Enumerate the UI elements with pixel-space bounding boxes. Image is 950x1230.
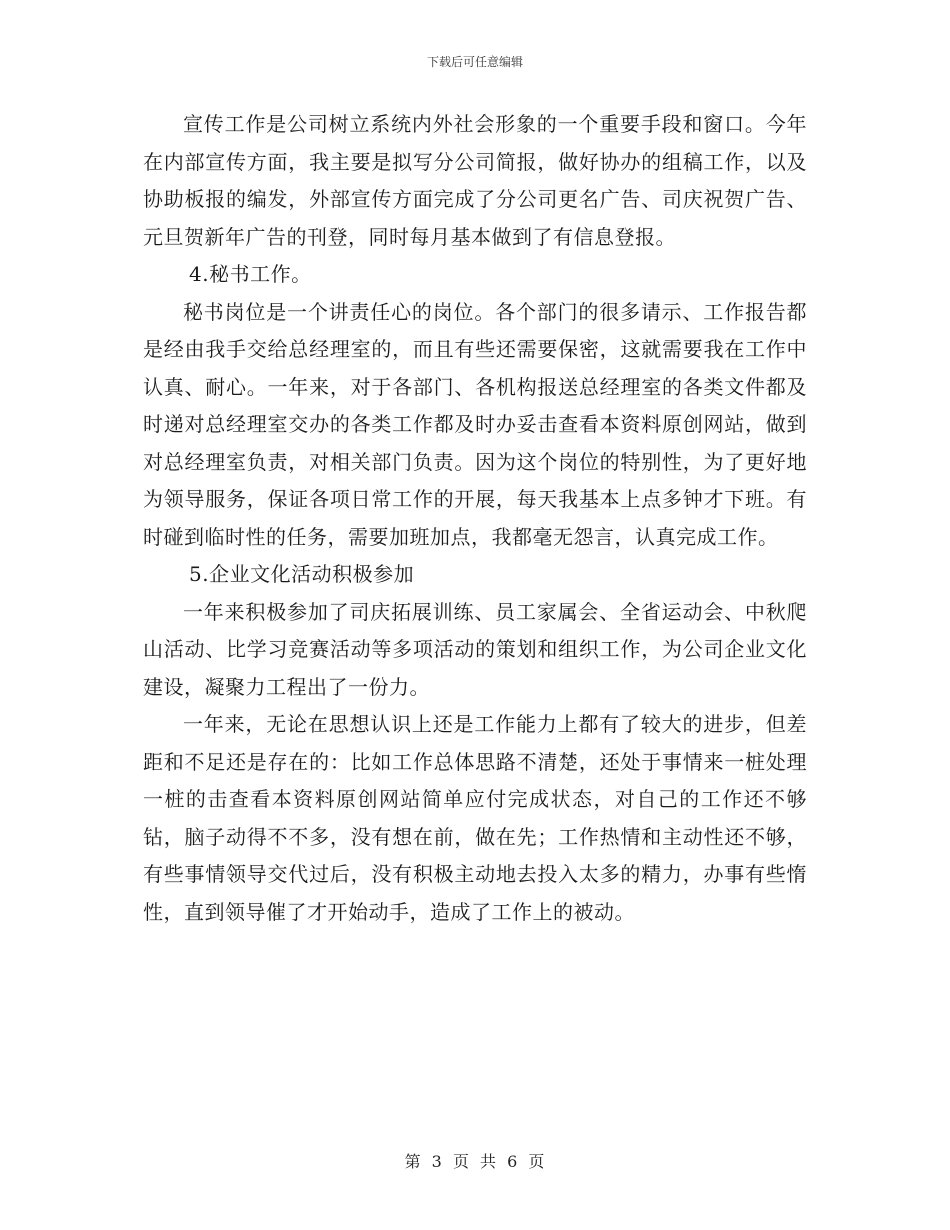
paragraph-summary: 一年来，无论在思想认识上还是工作能力上都有了较大的进步，但差距和不足还是存在的：比如工作总体思路不清楚，还处于事情来一桩处理一桩的击查看本资料原创网站简单应付完成状态，对自己的工作还不够钻，脑子动得不不多，没有想在前，做在先；工作热情和主动性还不够，有些事情领导交代过后，没有积极主动地去投入太多的精力，办事有些惰性，直到领导催了才开始动手，造成了工作上的被动。 — [143, 712, 807, 924]
page-number: 第 3 页 共 6 页 — [404, 1152, 546, 1171]
paragraph-publicity: 宣传工作是公司树立系统内外社会形象的一个重要手段和窗口。今年在内部宣传方面，我主要是拟写分公司简报，做好协办的组稿工作，以及协助板报的编发，外部宣传方面完成了分公司更名广告、司庆祝贺广告、元旦贺新年广告的刊登，同时每月基本做到了有信息登报。 — [143, 112, 807, 249]
section-heading-secretary: 4.秘书工作。 — [189, 262, 312, 286]
paragraph-secretary: 秘书岗位是一个讲责任心的岗位。各个部门的很多请示、工作报告都是经由我手交给总经理室的，而且有些还需要保密，这就需要我在工作中认真、耐心。一年来，对于各部门、各机构报送总经理室的各类文件都及时递对总经理室交办的各类工作都及时办妥击查看本资料原创网站，做到对总经理室负责，对相关部门负责。因为这个岗位的特别性，为了更好地为领导服务，保证各项日常工作的开展，每天我基本上点多钟才下班。有时碰到临时性的任务，需要加班加点，我都毫无怨言，认真完成工作。 — [143, 299, 807, 549]
section-heading-culture: 5.企业文化活动积极参加 — [189, 562, 415, 586]
paragraph-culture: 一年来积极参加了司庆拓展训练、员工家属会、全省运动会、中秋爬山活动、比学习竞赛活动等多项活动的策划和组织工作，为公司企业文化建设，凝聚力工程出了一份力。 — [143, 599, 807, 699]
page-header: 下载后可任意编辑 — [426, 55, 523, 69]
document-body — [143, 106, 807, 931]
